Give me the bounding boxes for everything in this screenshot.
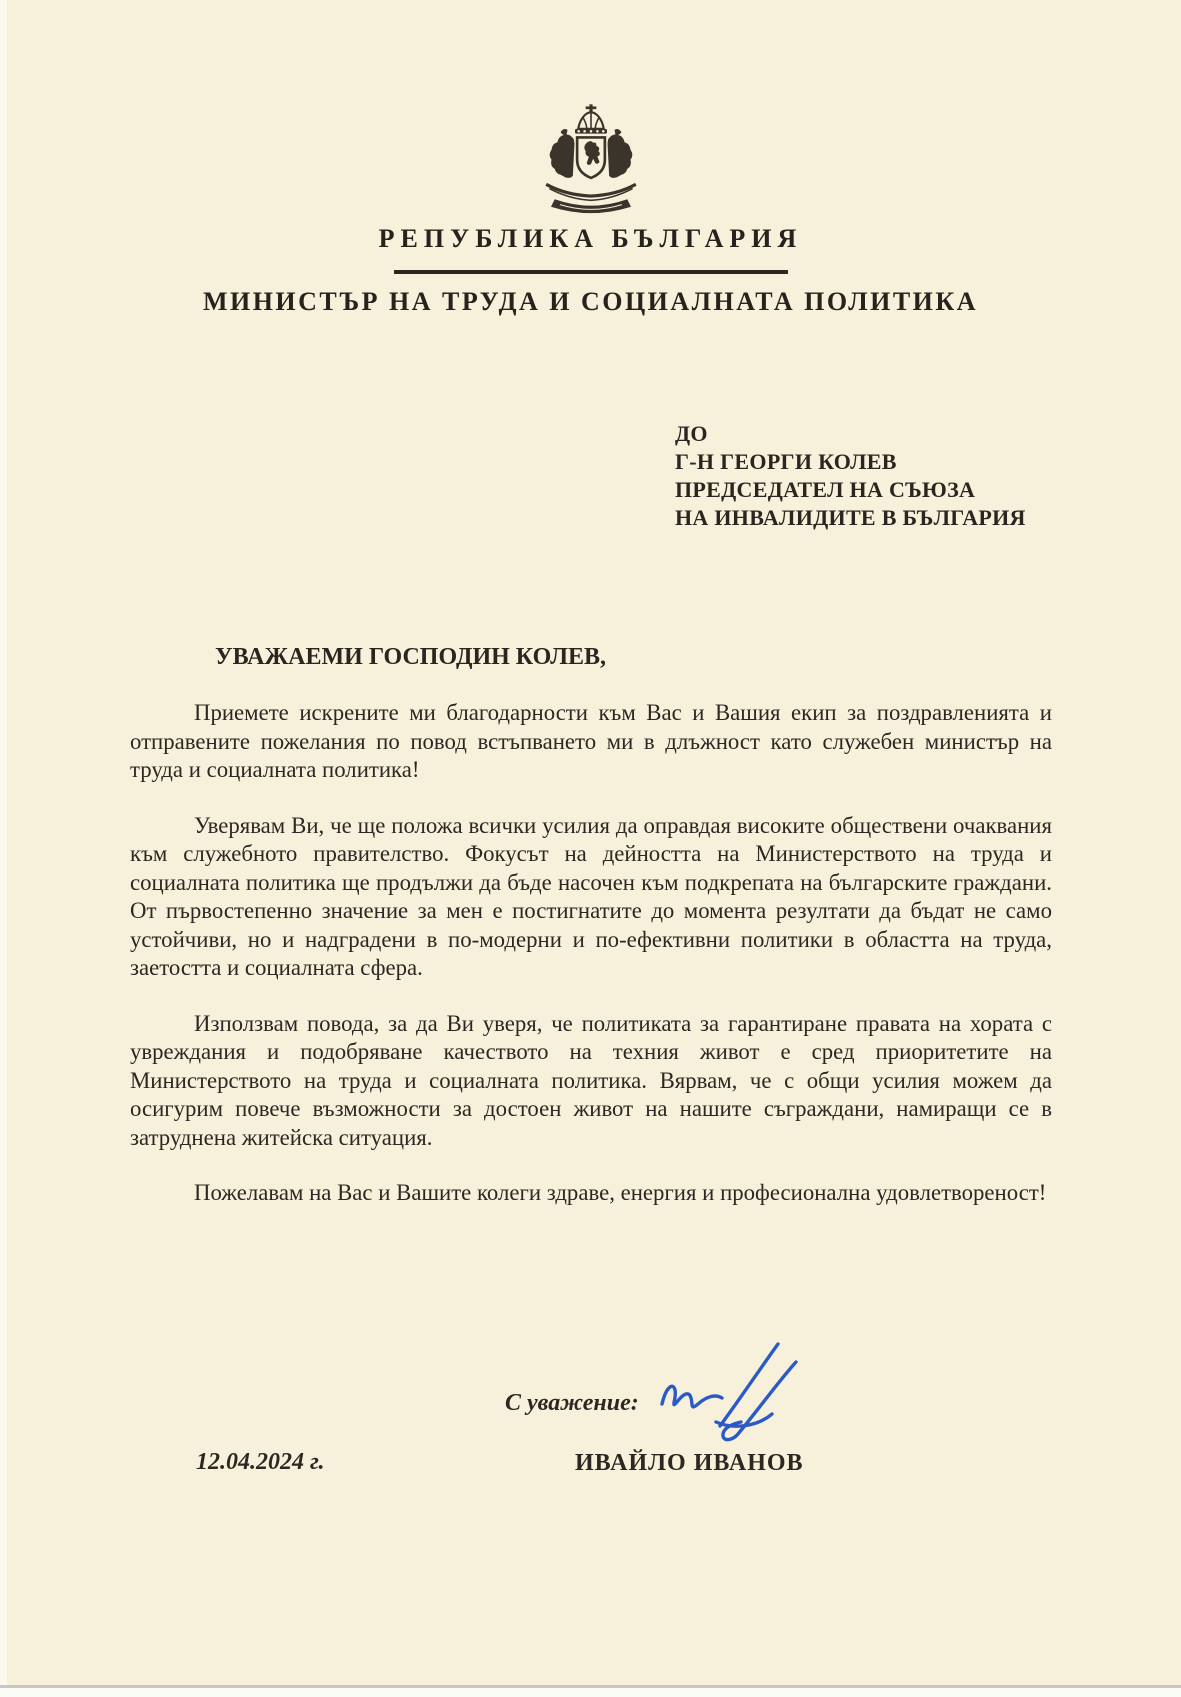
recipient-line-title-1: ПРЕДСЕДАТЕЛ НА СЪЮЗА (675, 477, 976, 502)
salutation: УВАЖАЕМИ ГОСПОДИН КОЛЕВ, (215, 644, 606, 670)
recipient-line-title-2: НА ИНВАЛИДИТЕ В БЪЛГАРИЯ (675, 505, 1026, 530)
title-underline-divider (394, 270, 788, 274)
body-paragraph-4: Пожелавам на Вас и Вашите колеги здраве, енергия и професионална удовлетвореност! (194, 1180, 1047, 1205)
closing-phrase: С уважение: (505, 1390, 639, 1416)
recipient-line-name: Г-Н ГЕОРГИ КОЛЕВ (675, 449, 897, 474)
handwritten-signature-icon (650, 1336, 810, 1451)
scan-edge-left (0, 0, 7, 1697)
scan-edge-bottom (0, 1685, 1181, 1697)
body-paragraph-2: Уверявам Ви, че ще положа всички усилия да оправдая високите обществени очаквания към служебното правителство. Фокусът на дейността на Министерството на труда и социалната политика ще продължи да бъде насочен към подкрепата на българските граждани. От първостепенно значение за мен е постигнатите до момента резултати да бъдат не само устойчиви, но и надградени в по-модерни и по-ефективни политики в областта на труда, заетостта и социалната сфера. (130, 812, 1052, 980)
recipient-block (675, 420, 1026, 532)
signatory-name: ИВАЙЛО ИВАНОВ (575, 1450, 804, 1476)
letter-body (130, 699, 1052, 1235)
body-paragraph-1: Приемете искрените ми благодарности към Вас и Вашия екип за поздравленията и отправените пожелания по повод встъпването ми в длъжност като служебен министър на труда и социалната политика! (130, 700, 1052, 782)
ministry-title: МИНИСТЪР НА ТРУДА И СОЦИАЛНАТА ПОЛИТИКА (202, 287, 979, 316)
republic-title: РЕПУБЛИКА БЪЛГАРИЯ (378, 224, 803, 253)
signature-date: 12.04.2024 г. (196, 1449, 325, 1475)
bulgarian-coat-of-arms-icon (527, 104, 655, 227)
recipient-line-to: ДО (675, 421, 708, 446)
body-paragraph-3: Използвам повода, за да Ви уверя, че политиката за гарантиране правата на хората с увреждания и подобряване качеството на техния живот е сред приоритетите на Министерството на труда и социалната политика. Вярвам, че с общи усилия можем да осигурим повече възможности за достоен живот на нашите съграждани, намиращи се в затруднена житейска ситуация. (130, 1010, 1052, 1150)
